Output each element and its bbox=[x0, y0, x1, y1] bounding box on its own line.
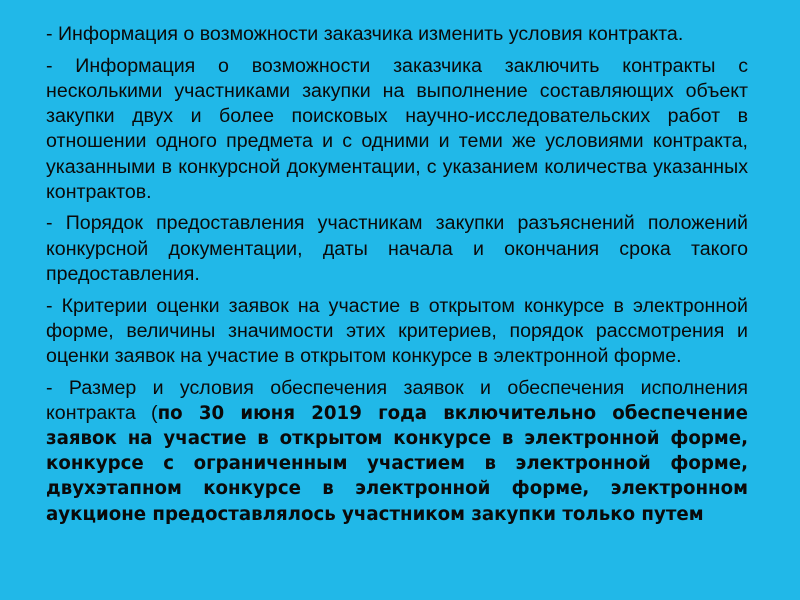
paragraph-multiple-contracts: - Информация о возможности заказчика заключить контракты с несколькими участниками закупки на выполнение составляющих объект закупки двух и более поисковых научно-исследовательских работ в отношении одного предмета и с одними и теми же условиями контракта, указанными в конкурсной документации, с указанием количества указанных контрактов. bbox=[46, 54, 748, 203]
paragraph-evaluation-criteria: - Критерии оценки заявок на участие в открытом конкурсе в электронной форме, величины значимости этих критериев, порядок рассмотрения и оценки заявок на участие в открытом конкурсе в электронной форме. bbox=[46, 294, 748, 367]
security-requirements-bold-text: по 30 июня 2019 года включительно обеспечение заявок на участие в открытом конкурсе в электронной форме, конкурсе с ограниченным участием в электронной форме, двухэтапном конкурсе в электронной форме, электронном аукционе предоставлялось участником закупки только путем bbox=[46, 402, 748, 525]
security-requirements-regular-text: - Размер и условия обеспечения заявок и обеспечения исполнения контракта ( bbox=[46, 376, 748, 424]
document-body bbox=[46, 22, 748, 533]
paragraph-security-requirements bbox=[46, 376, 748, 527]
paragraph-clarifications-procedure: - Порядок предоставления участникам закупки разъяснений положений конкурсной документации, даты начала и окончания срока такого предоставления. bbox=[46, 212, 748, 285]
paragraph-change-contract-terms: - Информация о возможности заказчика изменить условия контракта. bbox=[46, 23, 684, 45]
